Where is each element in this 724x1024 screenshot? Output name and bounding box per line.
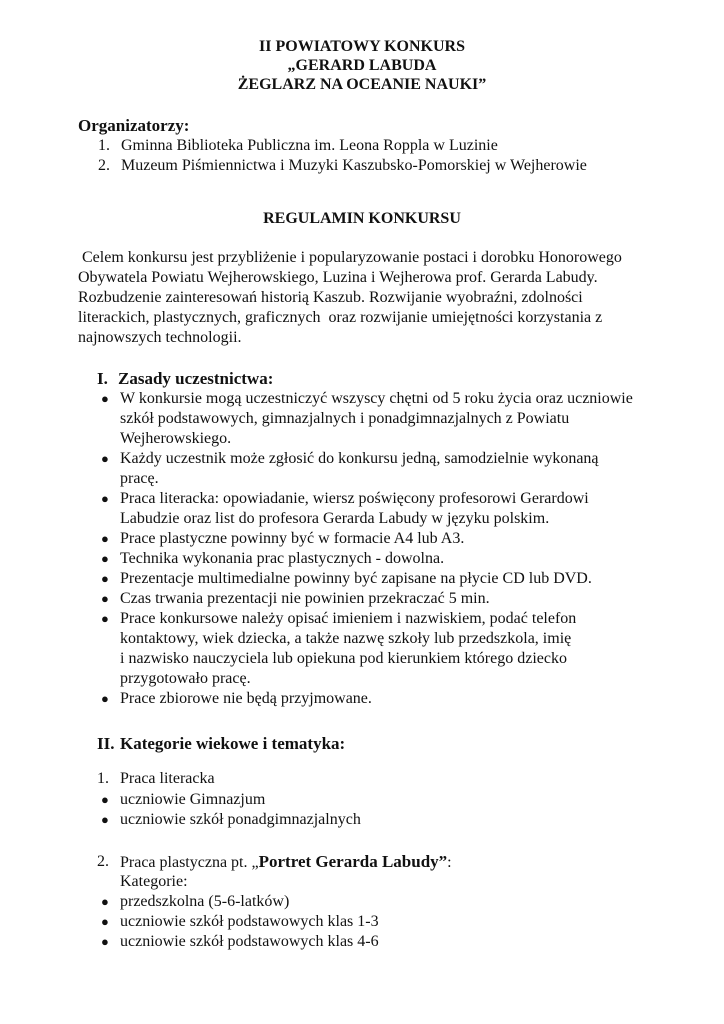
list-item xyxy=(101,549,691,569)
bullet-icon: ● xyxy=(101,934,109,949)
header-line-3: ŻEGLARZ NA OCEANIE NAUKI” xyxy=(237,76,487,93)
intro-line: literackich, plastycznych, graficznych oraz rozwijanie umiejętności korzystania z xyxy=(78,309,603,326)
organizers-title: Organizatorzy: xyxy=(78,116,190,135)
bullet-icon: ● xyxy=(101,914,109,929)
section-2-title xyxy=(97,734,345,754)
bullet-icon: ● xyxy=(101,531,109,546)
category-2-suffix: : xyxy=(447,854,452,871)
bullet-icon: ● xyxy=(101,792,109,807)
category-2-sub: Kategorie: xyxy=(120,873,188,890)
list-text: uczniowie Gimnazjum xyxy=(120,791,266,808)
category-1-list xyxy=(101,790,691,830)
category-2-list xyxy=(101,892,691,952)
list-text: Prace zbiorowe nie będą przyjmowane. xyxy=(120,690,372,707)
bullet-icon: ● xyxy=(101,491,109,506)
bullet-icon: ● xyxy=(101,812,109,827)
list-text: uczniowie szkół podstawowych klas 4-6 xyxy=(120,933,379,950)
list-text: Praca literacka: opowiadanie, wiersz poświęcony profesorowi Gerardowi Labudzie oraz list do profesora Gerarda Labudy w języku polskim. xyxy=(120,490,589,527)
category-2 xyxy=(97,852,452,873)
header-line-1: II POWIATOWY KONKURS xyxy=(259,38,465,55)
list-number: 1. xyxy=(98,137,110,154)
section-1-title xyxy=(97,369,273,389)
list-text: Każdy uczestnik może zgłosić do konkursu jedną, samodzielnie wykonaną pracę. xyxy=(120,450,599,487)
list-item xyxy=(101,449,691,489)
list-number: 2. xyxy=(98,157,110,174)
organizers-list xyxy=(78,136,678,176)
list-text: Prace plastyczne powinny być w formacie A4 lub A3. xyxy=(120,530,465,547)
intro-line: Celem konkursu jest przybliżenie i popularyzowanie postaci i dorobku Honorowego xyxy=(78,249,622,266)
document-header xyxy=(0,37,724,94)
bullet-icon: ● xyxy=(101,591,109,606)
category-1-number: 1. xyxy=(97,770,109,787)
list-item xyxy=(101,689,691,709)
bullet-icon: ● xyxy=(101,391,109,406)
section-2-roman: II. xyxy=(97,734,115,753)
category-2-title: Portret Gerarda Labudy” xyxy=(258,852,448,871)
section-1-list xyxy=(101,389,691,709)
list-text: przedszkolna (5-6-latków) xyxy=(120,893,290,910)
regulamin-title: REGULAMIN KONKURSU xyxy=(263,210,461,227)
bullet-icon: ● xyxy=(101,551,109,566)
organizers-block xyxy=(78,116,678,176)
list-item xyxy=(101,489,691,529)
list-item xyxy=(101,569,691,589)
bullet-icon: ● xyxy=(101,571,109,586)
intro-line: najnowszych technologii. xyxy=(78,329,242,346)
list-text: Czas trwania prezentacji nie powinien przekraczać 5 min. xyxy=(120,590,490,607)
bullet-icon: ● xyxy=(101,451,109,466)
list-item xyxy=(78,156,678,176)
list-text: Prace konkursowe należy opisać imieniem i nazwiskiem, podać telefon kontaktowy, wiek dziecka, a także nazwę szkoły lub przedszkola, imię i nazwisko nauczyciela lub opiekuna pod kierunkiem którego dziecko przygotowało pracę. xyxy=(120,610,577,687)
bullet-icon: ● xyxy=(101,611,109,626)
category-1 xyxy=(97,769,215,789)
list-item xyxy=(101,589,691,609)
list-text: Gminna Biblioteka Publiczna im. Leona Roppla w Luzinie xyxy=(121,137,498,154)
section-1-roman: I. xyxy=(97,369,108,388)
list-item xyxy=(101,790,691,810)
list-item xyxy=(101,609,691,689)
list-item xyxy=(78,136,678,156)
bullet-icon: ● xyxy=(101,691,109,706)
header-line-2: „GERARD LABUDA xyxy=(287,57,437,74)
section-1-heading: Zasady uczestnictwa: xyxy=(118,369,274,388)
list-text: Technika wykonania prac plastycznych - dowolna. xyxy=(120,550,445,567)
list-item xyxy=(101,529,691,549)
list-text: uczniowie szkół ponadgimnazjalnych xyxy=(120,811,361,828)
list-text: Prezentacje multimedialne powinny być zapisane na płycie CD lub DVD. xyxy=(120,570,592,587)
bullet-icon: ● xyxy=(101,894,109,909)
category-2-number: 2. xyxy=(97,853,109,870)
intro-line: Rozbudzenie zainteresowań historią Kaszub. Rozwijanie wyobraźni, zdolności xyxy=(78,289,583,306)
list-item xyxy=(101,932,691,952)
list-text: uczniowie szkół podstawowych klas 1-3 xyxy=(120,913,379,930)
list-item xyxy=(101,389,691,449)
intro-line: Obywatela Powiatu Wejherowskiego, Luzina i Wejherowa prof. Gerarda Labudy. xyxy=(78,269,598,286)
section-2-heading: Kategorie wiekowe i tematyka: xyxy=(120,734,346,753)
list-item xyxy=(101,892,691,912)
list-item xyxy=(101,810,691,830)
intro-paragraph xyxy=(78,248,678,348)
list-item xyxy=(101,912,691,932)
category-2-prefix: Praca plastyczna pt. „ xyxy=(120,854,259,871)
list-text: W konkursie mogą uczestniczyć wszyscy chętni od 5 roku życia oraz uczniowie szkół podstawowych, gimnazjalnych i ponadgimnazjalnych z Powiatu Wejherowskiego. xyxy=(120,390,633,447)
category-1-label: Praca literacka xyxy=(120,770,215,787)
list-text: Muzeum Piśmiennictwa i Muzyki Kaszubsko-Pomorskiej w Wejherowie xyxy=(121,157,587,174)
category-2-label xyxy=(120,852,452,873)
